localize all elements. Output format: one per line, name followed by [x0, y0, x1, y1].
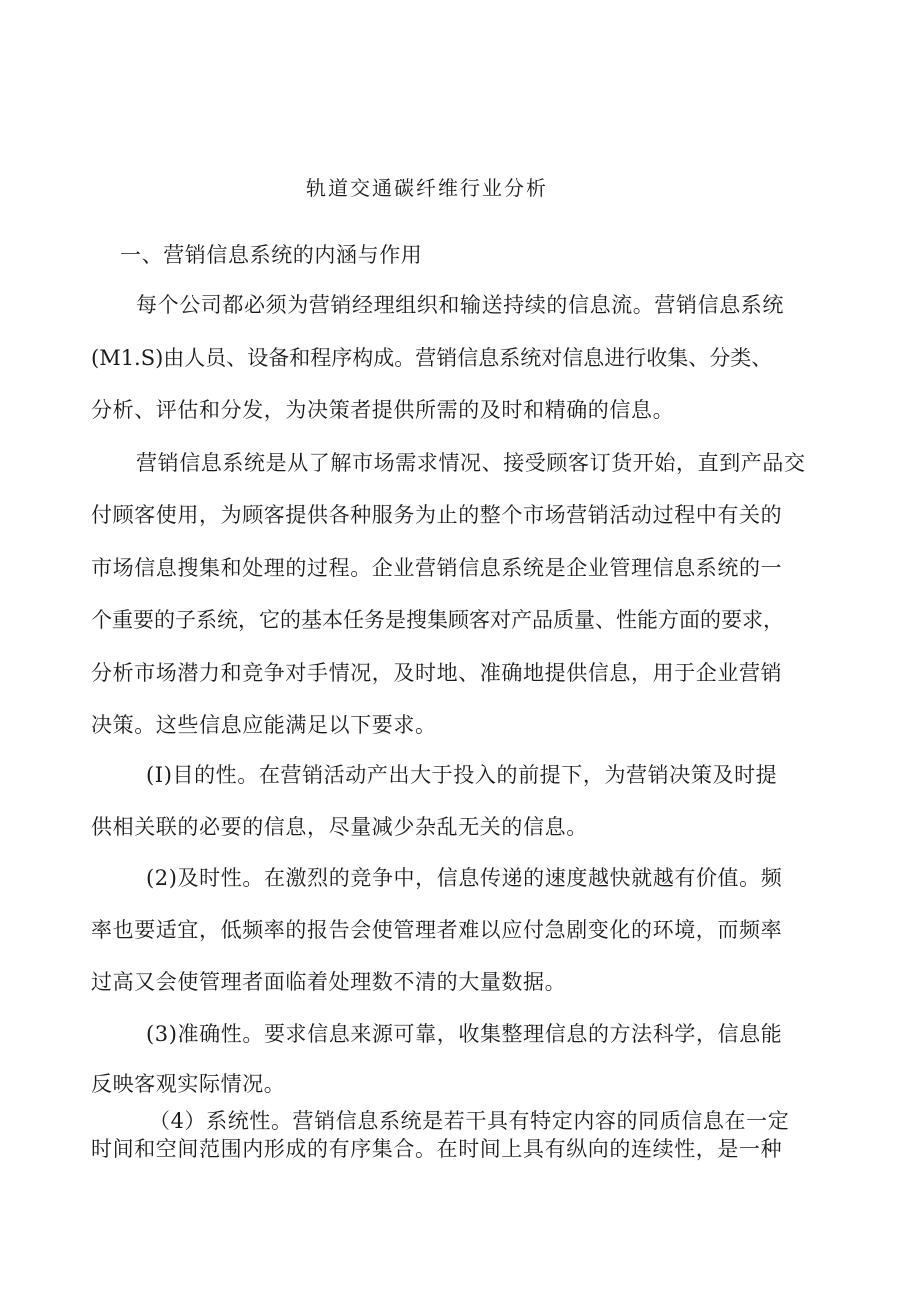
paragraph-6-line-2: 时间和空间范围内形成的有序集合。在时间上具有纵向的连续性，是一种 [91, 1137, 783, 1161]
paragraph-2-line-6: 决策。这些信息应能满足以下要求。 [91, 713, 437, 737]
section-heading: 一、营销信息系统的内涵与作用 [120, 243, 423, 267]
paragraph-2-line-5: 分析市场潜力和竞争对手情况，及时地、准确地提供信息，用于企业营销 [91, 661, 783, 685]
paragraph-1-line-2: (M1.S)由人员、设备和程序构成。营销信息系统对信息进行收集、分类、 [91, 346, 773, 370]
paragraph-1-line-1: 每个公司都必须为营销经理组织和输送持续的信息流。营销信息系统 [136, 293, 784, 317]
paragraph-3-line-2: 供相关联的必要的信息，尽量减少杂乱无关的信息。 [91, 815, 588, 839]
paragraph-4-line-1: (2)及时性。在激烈的竞争中，信息传递的速度越快就越有价值。频 [146, 866, 783, 890]
paragraph-1-line-3: 分析、评估和分发，为决策者提供所需的及时和精确的信息。 [91, 398, 675, 422]
paragraph-5-line-1: (3)准确性。要求信息来源可靠，收集整理信息的方法科学，信息能 [146, 1022, 783, 1046]
paragraph-2-line-1: 营销信息系统是从了解市场需求情况、接受顾客订货开始，直到产品交 [136, 451, 806, 475]
paragraph-2-line-4: 个重要的子系统，它的基本任务是搜集顾客对产品质量、性能方面的要求， [91, 608, 784, 632]
paragraph-5-line-2: 反映客观实际情况。 [91, 1072, 286, 1096]
paragraph-6-line-1: （4）系统性。营销信息系统是若干具有特定内容的同质信息在一定 [149, 1109, 790, 1133]
paragraph-3-line-1: (I)目的性。在营销活动产出大于投入的前提下，为营销决策及时提 [146, 763, 778, 787]
document-title: 轨道交通碳纤维行业分析 [306, 176, 548, 200]
paragraph-2-line-3: 市场信息搜集和处理的过程。企业营销信息系统是企业管理信息系统的一 [91, 556, 783, 580]
paragraph-4-line-2: 率也要适宜，低频率的报告会使管理者难以应付急剧变化的环境，而频率 [91, 918, 783, 942]
paragraph-2-line-2: 付顾客使用，为顾客提供各种服务为止的整个市场营销活动过程中有关的 [91, 503, 783, 527]
paragraph-4-line-3: 过高又会使管理者面临着处理数不清的大量数据。 [91, 970, 567, 994]
